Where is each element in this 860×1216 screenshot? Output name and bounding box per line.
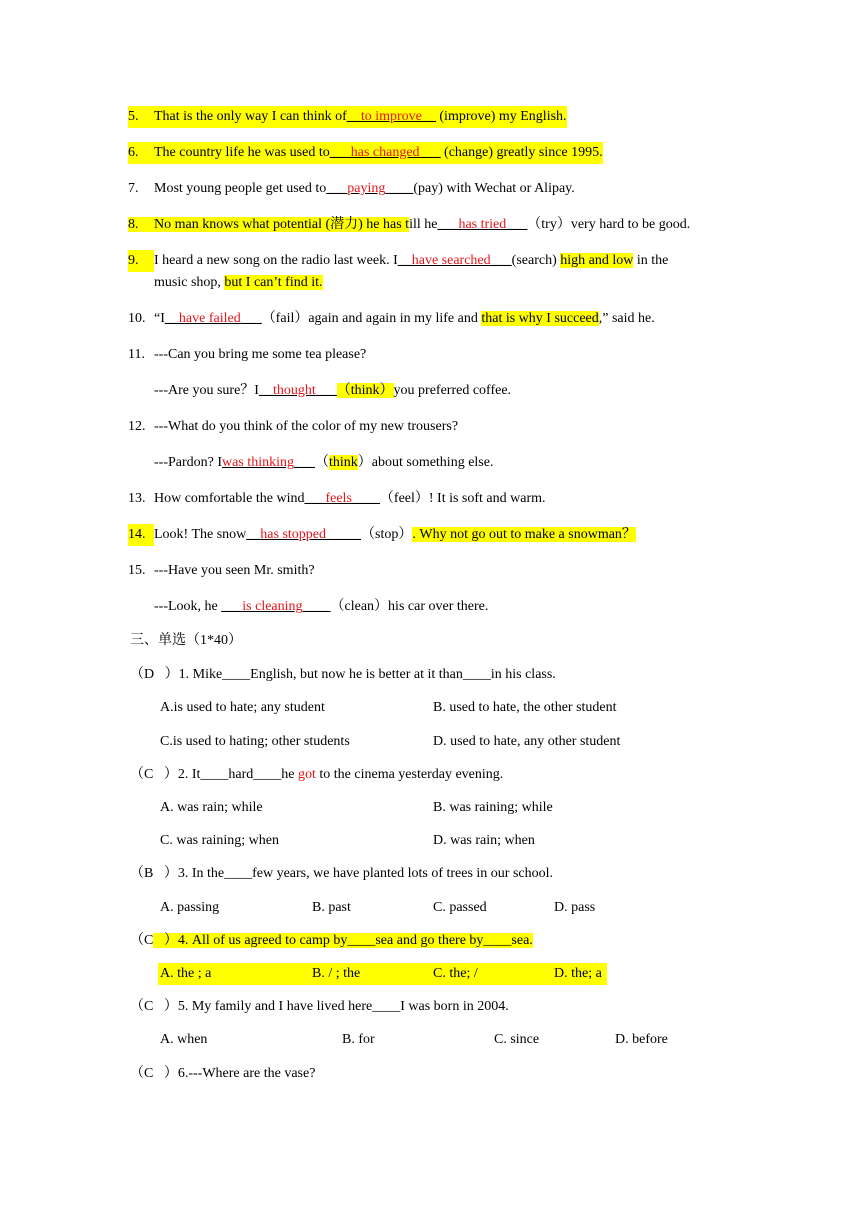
option-c: C. passed xyxy=(433,900,487,915)
mc-question-3: （B ）3. In the____few years, we have planted lots of trees in our school. xyxy=(130,866,554,881)
option-c: C. since xyxy=(494,1032,540,1047)
answer: feels xyxy=(325,491,352,506)
answer: paying xyxy=(347,181,386,196)
option-b: B. used to hate, the other student xyxy=(433,700,617,715)
mc-answer: B xyxy=(144,866,154,881)
option-b: B. for xyxy=(342,1032,375,1047)
answer: to improve xyxy=(360,109,422,124)
answer: has stopped xyxy=(260,527,327,542)
option-a: A.is used to hate; any student xyxy=(160,700,325,715)
answer: was thinking xyxy=(222,455,294,470)
q13: 13. How comfortable the wind___feels____（feel）! It is soft and warm. xyxy=(128,491,546,506)
q5: 5. That is the only way I can think of__to improve__ (improve) my English. xyxy=(128,106,567,128)
q12-reply: ---Pardon? Iwas thinking___（think）about something else. xyxy=(154,455,494,470)
mc-answer: C xyxy=(144,1066,154,1081)
option-a: A. passing xyxy=(160,900,220,915)
q15-reply: ---Look, he ___is cleaning____（clean）his car over there. xyxy=(154,599,489,614)
option-a: A. when xyxy=(160,1032,208,1047)
q11: 11. ---Can you bring me some tea please? xyxy=(128,347,367,362)
option-d: D. was rain; when xyxy=(433,833,535,848)
mc-question-6: （C ）6.---Where are the vase? xyxy=(130,1066,316,1081)
q10: 10. “I__have failed___（fail）again and again in my life and that is why I succeed,” said he. xyxy=(128,311,655,326)
q11-reply: ---Are you sure？I__thought___（think）you preferred coffee. xyxy=(154,383,512,398)
answer: have searched xyxy=(411,253,491,268)
option-c: C.is used to hating; other students xyxy=(160,734,350,749)
option-c: C. was raining; when xyxy=(160,833,279,848)
answer: thought xyxy=(272,383,316,398)
q6: 6. The country life he was used to___has changed___ (change) greatly since 1995. xyxy=(128,142,603,164)
option-d: D. before xyxy=(615,1032,668,1047)
mc-answer: C xyxy=(144,999,154,1014)
option-c: C. the; / xyxy=(433,966,478,981)
mc-question-4: （C ）4. All of us agreed to camp by____sea and go there by____sea. xyxy=(130,933,533,948)
section-title: 三、单选（1*40） xyxy=(130,633,242,648)
option-b: B. / ; the xyxy=(312,966,361,981)
option-d: D. used to hate, any other student xyxy=(433,734,621,749)
q14: 14. Look! The snow__has stopped_____（stop）. Why not go out to make a snowman？ xyxy=(128,524,636,546)
q7: 7. Most young people get used to___paying____(pay) with Wechat or Alipay. xyxy=(128,181,575,196)
q8: 8. No man knows what potential (潜力) he has till he___has tried___（try）very hard to be good. xyxy=(128,217,691,232)
option-d: D. the; a xyxy=(554,966,602,981)
option-a: A. the ; a xyxy=(160,966,212,981)
option-a: A. was rain; while xyxy=(160,800,263,815)
option-b: B. past xyxy=(312,900,351,915)
mc4-options-highlight xyxy=(158,963,607,985)
mc-question-2: （C ）2. It____hard____he got to the cinema yesterday evening. xyxy=(130,767,504,782)
mc-answer: C xyxy=(144,933,154,948)
answer: is cleaning xyxy=(242,599,303,614)
mc-question-1: （D ）1. Mike____English, but now he is better at it than____in his class. xyxy=(130,667,556,682)
q12: 12. ---What do you think of the color of my new trousers? xyxy=(128,419,459,434)
mc-answer: C xyxy=(144,767,154,782)
q9: 9. I heard a new song on the radio last week. I__have searched___(search) high and low in the xyxy=(128,250,668,272)
mc-question-5: （C ）5. My family and I have lived here____I was born in 2004. xyxy=(130,999,509,1014)
answer: have failed xyxy=(178,311,241,326)
option-b: B. was raining; while xyxy=(433,800,553,815)
answer: has changed xyxy=(350,145,420,160)
q9-line2: music shop, but I can’t find it. xyxy=(154,275,323,290)
mc-answer: D xyxy=(144,667,155,682)
answer: has tried xyxy=(458,217,507,232)
option-d: D. pass xyxy=(554,900,596,915)
q15: 15. ---Have you seen Mr. smith? xyxy=(128,563,315,578)
